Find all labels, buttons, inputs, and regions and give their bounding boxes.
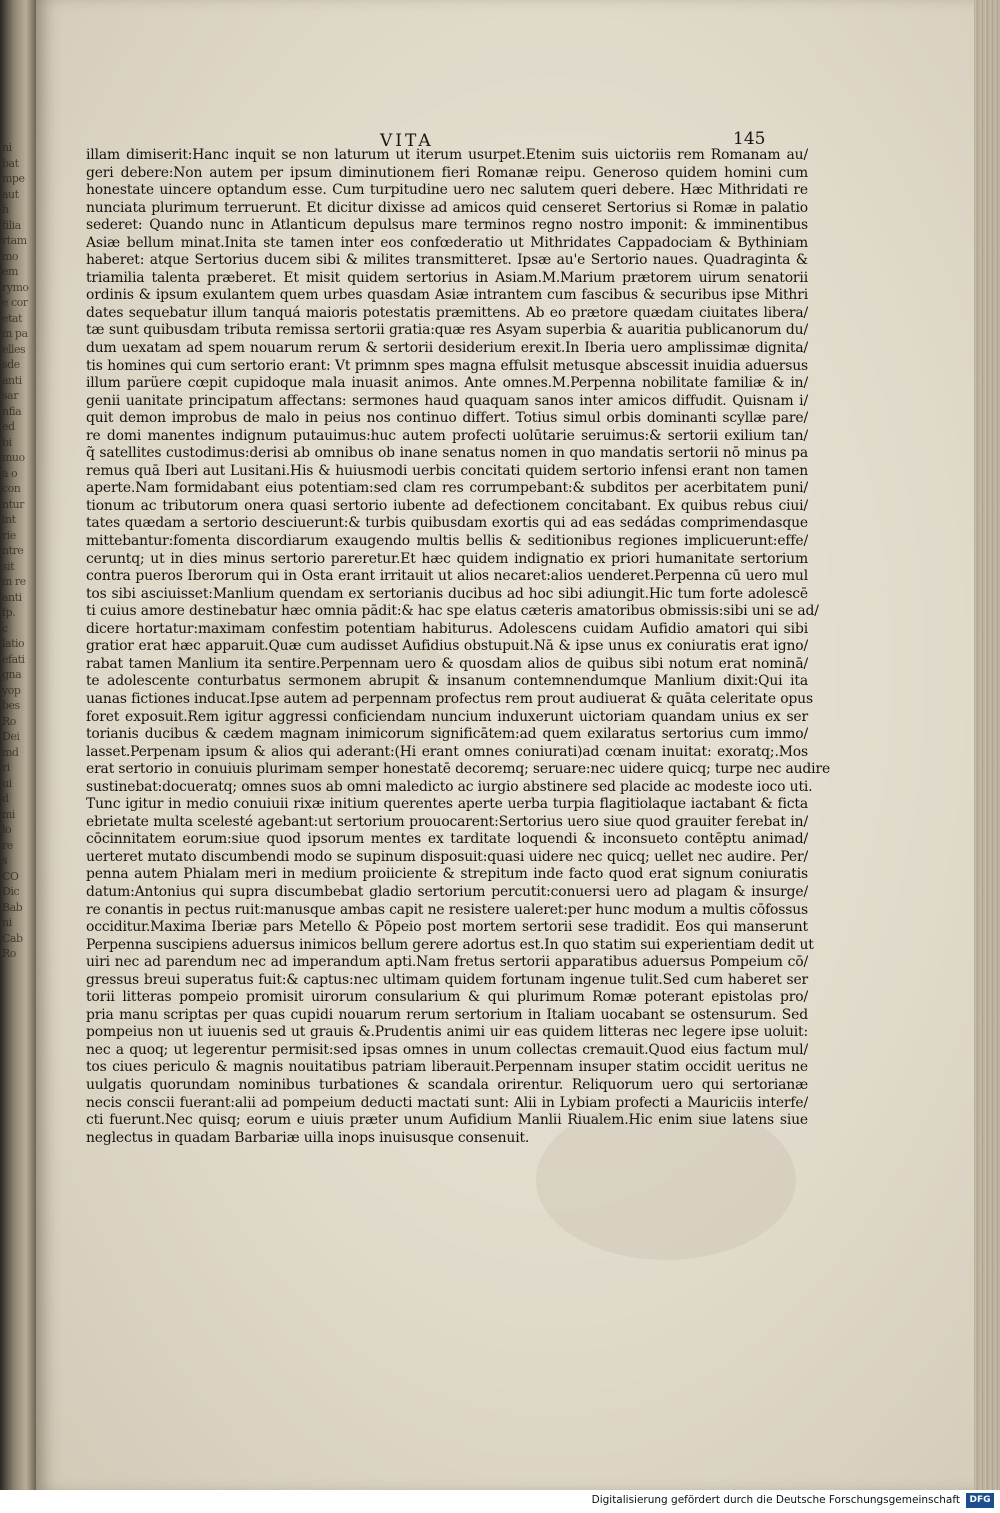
text-line: ordinis & ipsum exulantem quem urbes quasdam Asiæ intrantem cum fascibus & securibus ipse Mithri: [86, 287, 808, 304]
text-line: ebrietate multa scelesté agebant:ut sertorium prouocarent:Sertorius uero siue quod grauiter ferebat in/: [86, 813, 808, 830]
text-line: illum parüere cœpit cupidoque mala inuasit animos. Ante omnes.M.Perpenna nobilitate familiæ & in/: [86, 375, 808, 392]
text-line: sustinebat:docueratq; omnes suos ab omni maledicto ac iurgio abstinere sed placide ac modeste ioco uti.: [86, 778, 813, 795]
text-line: tionum ac tributorum onera quasi sertorio iubente ad defectionem concitabant. Ex quibus rebus ciui/: [86, 497, 808, 514]
text-line: foret exposuit.Rem igitur aggressi conficiendam nuncium induxerunt uictoriam quandam unius ex ser: [86, 708, 808, 725]
text-line: gressus breui superatus fuit:& captus:nec ultimam quidem fortunam ingenue tulit.Sed cum haberet ser: [86, 971, 808, 988]
text-line: re conantis in pectus ruit:manusque ambas capit ne resistere ualeret:per hunc modum a multis cōfossus: [86, 901, 808, 918]
text-line: Tunc igitur in medio conuiuii rixæ initium querentes aperte uerba turpia flagitiolaque iactabant & ficta: [86, 796, 808, 813]
text-line: nec a quoq; ut legerentur permisit:sed ipsas omnes in unum collectas cremauit.Quod eius factum mul/: [86, 1041, 808, 1058]
text-line: rabat tamen Manlium ita sentire.Perpennam uero & quosdam alios de quibus sibi notum erat nominā/: [86, 655, 808, 672]
text-line: illam dimiserit:Hanc inquit se non laturum ut iterum usurpet.Etenim suis uictoriis rem Romanam au/: [86, 147, 808, 163]
text-line: erat sertorio in conuiuis plurimam semper honestatē decoremq; seruare:nec uidere quicq; turpe nec audire: [86, 761, 831, 778]
text-line: cōcinnitatem eorum:siue quod ipsorum mentes ex tarditate loquendi & inconsueto contēptu animad/: [86, 831, 808, 848]
text-line: nunciata plurimum terruerunt. Et dicitur dixisse ad amicos quid censeret Sertorius si Romæ in palatio: [86, 199, 808, 216]
text-line: te adolescente conturbatus sermonem abrupit & insanum contemnendumque Manlium dixit:Qui ita: [86, 673, 808, 690]
facing-page-fragments: ni bat mpe aut h filia rtam mo em rymo e cor etat m pa elles sde anti sar nfia ed bi muo a o con ntur int rie ntre sit m re anti fp. c latio efati gna yop bes Ro Dei md ri ui d mi lo re s CO Dic Bab ni Cab Ro: [2, 141, 29, 960]
digitization-credit: Digitalisierung gefördert durch die Deutsche Forschungsgemeinschaft: [591, 1494, 960, 1506]
text-line: Asiæ bellum minat.Inita ste tamen inter eos confœderatio ut Mithridates Cappadociam & Bythiniam: [86, 234, 808, 251]
text-line: quit demon improbus de malo in peius nos continuo differt. Totius simul orbis dominanti scyllæ pare/: [86, 410, 808, 427]
page-block-edge: [974, 0, 1000, 1490]
text-line: genii uanitate principatum affectans: sermones haud quaquam sanos inter amicos diffudit. Quisnam i/: [86, 392, 808, 409]
text-line: tates quædam a sertorio desciuerunt:& turbis quibusdam exortis qui ad eas sedádas comprimendasque: [86, 515, 808, 532]
text-line: sederet: Quando nunc in Atlanticum depulsus mare terminos regno nostro imponit: & imminentibus: [86, 217, 808, 234]
text-line: haberet: atque Sertorius ducem sibi & milites transmitteret. Ipsæ au'e Sertorio naues. Quadraginta &: [86, 252, 808, 269]
text-line: gratior erat hæc apparuit.Quæ cum audisset Aufidius obstupuit.Nā & ipse unus ex coniuratis erat igno/: [86, 638, 808, 655]
text-line: tis homines qui cum sertorio erant: Vt primnm spes magna effulsit metusque abscessit inuidia aduersus: [86, 357, 808, 374]
text-line: remus quā Iberi aut Lusitani.His & huiusmodi uerbis concitati quidem sertorio infensi erant non tamen: [86, 462, 808, 479]
text-line: datum:Antonius qui supra discumbebat gladio sertorium percutit:conuersi uero ad plagam & insurge/: [86, 883, 808, 900]
text-line: torianis ducibus & cædem magnam inimicorum significātem:ad quem exilaratus sertorius cum immo/: [86, 726, 808, 743]
text-line: necis conscii fuerant:alii ad pompeium deducti mactati sunt: Alii in Lybiam profecti a Mauriciis interfe/: [86, 1094, 808, 1111]
text-line: lasset.Perpenam ipsum & alios qui aderant:(Hi erant omnes coniurati)ad cœnam inuitat: exoratq;.Mos: [86, 743, 808, 760]
text-line: re domi manentes indignum putauimus:huc autem profecti uolūtarie seruimus:& sertorii exilium tan/: [86, 427, 808, 444]
text-line: penna autem Phialam meri in medium proiiciente & strepitum inde facto quod erat signum coniuratis: [86, 866, 808, 883]
text-line: dates sequebatur illum tanquá maioris potestatis præmittens. Ab eo prætore quædam ciuitates libera/: [86, 304, 808, 321]
text-line: aperte.Nam formidabant eius potentiam:sed clam res corrumpebant:& subditos per acerbitatem puni/: [86, 480, 808, 497]
folio-number: 145: [733, 129, 766, 149]
text-line: dum uexatam ad spem nouarum rerum & sertorii desiderium erexit.In Iberia uero amplissimæ dignita/: [86, 340, 808, 357]
text-line: q̃ satellites custodimus:derisi ab omnibus ob inane senatus nomen in quo mandatis sertorii nō minus pa: [86, 445, 808, 462]
text-line: tos ciues periculo & magnis nouitatibus patriam liberauit.Perpennam insuper statim occidit ueritus ne: [86, 1059, 808, 1076]
body-text: [86, 147, 831, 1147]
text-line: tos sibi asciuisset:Manlium quendam ex sertorianis ducibus ad hoc sibi adiungit.Hic tum forte adolescē: [86, 585, 808, 602]
text-line: uulgatis quorundam nominibus turbationes & scandala orirentur. Reliquorum uero qui sertorianæ: [86, 1076, 808, 1093]
text-line: pompeius non ut iuuenis sed ut grauis &.Prudentis animi uir eas quidem litteras nec legere ipse uoluit:: [86, 1024, 808, 1041]
text-line: torii litteras pompeio promisit uirorum consularium & qui plurimum Romæ poterant epistolas pro/: [86, 989, 808, 1006]
text-line: dicere hortatur:maximam confestim potentiam habiturus. Adolescens cuidam Aufidio amatori qui sibi: [86, 620, 808, 637]
running-head: VITA: [380, 131, 434, 151]
text-line: honestate uincere optandum esse. Cum turpitudine uero nec salutem queri debere. Hæc Mithridati re: [86, 182, 808, 199]
text-line: uiri nec ad parendum nec ad imperandum apti.Nam fretus sertorii apparatibus aduersus Pompeium cō/: [86, 954, 808, 971]
text-line: pria manu scriptas per quas cupidi nouarum rerum sertorium in Italiam uocabant se ostensurum. Sed: [86, 1006, 808, 1023]
text-line: mittebantur:fomenta discordiarum exaugendo multis bellis & seditionibus regiones implicuerunt:effe/: [86, 533, 808, 550]
text-line: triamilia talenta præberet. Et misit quidem sertorius in Asiam.M.Marium prætorem uirum senatorii: [86, 269, 808, 286]
text-line: Perpenna suscipiens aduersus inimicos bellum gerere adortus est.In quo statim sui experientiam dedit ut: [86, 936, 814, 953]
dfg-logo: DFG: [966, 1493, 994, 1508]
text-line: uerteret mutato discumbendi modo se supinum disposuit:quasi uidere nec quicq; uellet nec audire. Per/: [86, 848, 808, 865]
text-line: cti fuerunt.Nec quisq; eorum e uiuis præter unum Aufidium Manlii Riualem.Hic enim siue latens siue: [86, 1112, 808, 1129]
text-line: tæ sunt quibusdam tributa remissa sertorii gratia:quæ res Asyam superbia & auaritia publicanorum du/: [86, 322, 808, 339]
text-line: neglectus in quadam Barbariæ uilla inops inuisusque consenuit.: [86, 1129, 530, 1146]
text-line: geri debere:Non autem per ipsum diminutionem fieri Romanæ reipu. Generoso quidem homini cum: [86, 164, 808, 181]
text-line: ti cuius amore destinebatur hæc omnia pādit:& hac spe elatus cæteris amatoribus obmissis:sibi uni se ad/: [86, 603, 819, 620]
text-line: occiditur.Maxima Iberiæ pars Metello & Pōpeio post mortem sertorii sese tradidit. Eos qui manserunt: [86, 919, 808, 936]
text-line: uanas fictiones inducat.Ipse autem ad perpennam profectus rem prout audiuerat & quāta celeritate opus: [86, 690, 813, 707]
facing-page-edge: [0, 0, 36, 1513]
text-line: contra pueros Iberorum qui in Osta erant irritauit ut alios necaret:alios uenderet.Perpenna cū uero mul: [86, 568, 808, 585]
text-line: ceruntq; ut in dies minus sertorio pareretur.Et hæc quidem indignatio ex priori humanitate sertorium: [86, 550, 808, 567]
